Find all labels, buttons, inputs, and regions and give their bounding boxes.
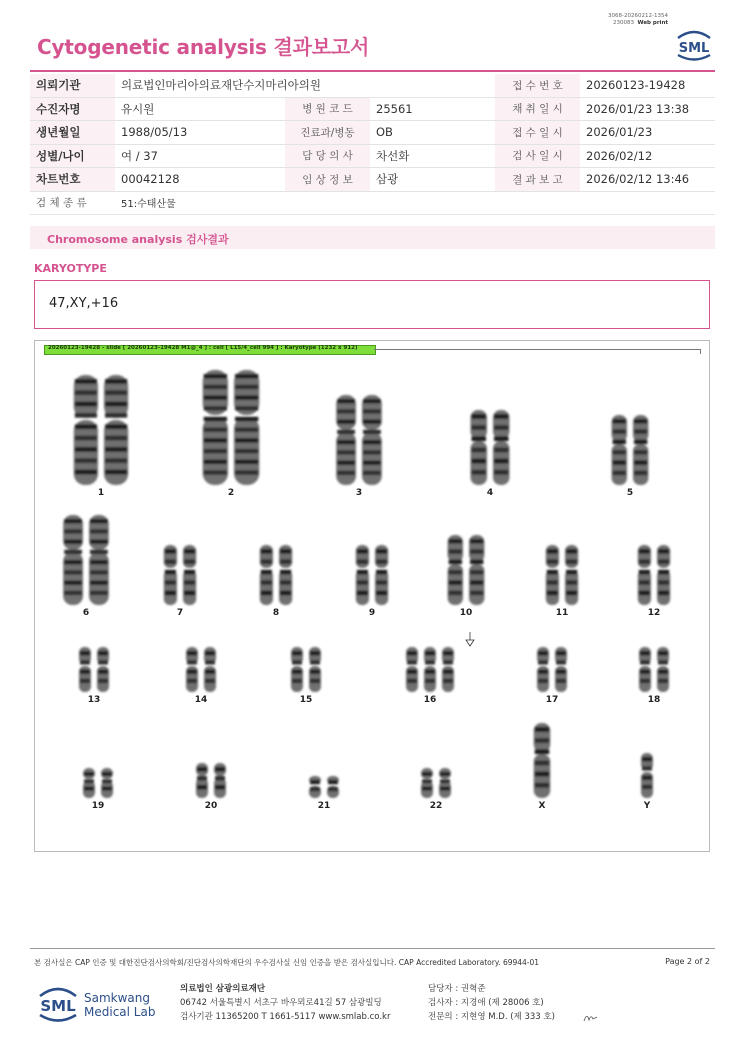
karyogram-chromosomes xyxy=(34,340,708,850)
svg-text:Medical Lab: Medical Lab xyxy=(84,1005,156,1019)
samkwang-logo-icon xyxy=(36,982,176,1026)
org-name: 의료법인 삼광의료재단 xyxy=(180,984,266,994)
chromosome-Y xyxy=(641,753,653,798)
staff-specialist: 전문의 : 지현영 M.D. (제 333 호) xyxy=(428,1012,555,1022)
chromosome-16 xyxy=(406,647,454,692)
field-value: 의료법인마리아의료재단수지마리아의원 xyxy=(115,74,495,97)
karyogram-header-text: 20260123-19428 - slide [ 20260123-19428 M1@_4 ] : cell [ L15/4_cell 994 ] : Karyotype (1232 x 912) xyxy=(48,345,358,351)
chromosome-3 xyxy=(336,395,382,485)
info-row xyxy=(30,168,715,192)
chromosome-13 xyxy=(79,647,109,692)
section-header xyxy=(30,226,715,249)
chromosome-14 xyxy=(186,647,216,692)
chromosome-20 xyxy=(196,763,226,798)
chromosome-1 xyxy=(74,375,128,485)
field-value: OB xyxy=(370,121,495,145)
info-row xyxy=(30,144,715,168)
signature-icon xyxy=(582,1010,600,1024)
chromosome-17 xyxy=(537,647,567,692)
report-code xyxy=(608,13,668,26)
chromosome-label-X: X xyxy=(538,801,546,811)
page-number: Page 2 of 2 xyxy=(665,957,710,966)
chromosome-19 xyxy=(83,768,113,798)
page-title: Cytogenetic analysis 결과보고서 xyxy=(37,35,370,59)
chromosome-22 xyxy=(421,768,451,798)
org-contact: 검사기관 11365200 T 1661-5117 www.smlab.co.kr xyxy=(180,1012,391,1022)
staff-manager: 담당자 : 권혁준 xyxy=(428,984,486,994)
field-label: 임 상 정 보 xyxy=(285,168,370,192)
field-label: 결 과 보 고 xyxy=(495,168,580,192)
field-value: 유시원 xyxy=(115,97,285,121)
chromosome-18 xyxy=(639,647,669,692)
field-label: 채 취 일 시 xyxy=(495,97,580,121)
field-label: 검 사 일 시 xyxy=(495,144,580,168)
chromosome-label-3: 3 xyxy=(355,488,363,498)
field-label: 담 당 의 사 xyxy=(285,144,370,168)
chromosome-label-12: 12 xyxy=(647,608,661,618)
chromosome-label-1: 1 xyxy=(97,488,105,498)
field-label: 성별/나이 xyxy=(30,144,115,168)
field-label: 접 수 번 호 xyxy=(495,74,580,97)
chromosome-label-15: 15 xyxy=(299,695,313,705)
chromosome-label-6: 6 xyxy=(82,608,90,618)
field-value: 2026/02/12 xyxy=(580,144,715,168)
chromosome-label-8: 8 xyxy=(272,608,280,618)
chromosome-label-11: 11 xyxy=(555,608,569,618)
chromosome-7 xyxy=(164,545,196,605)
chromosome-15 xyxy=(291,647,321,692)
field-value: 00042128 xyxy=(115,168,285,192)
field-label: 검 체 종 류 xyxy=(30,191,115,215)
staff-info xyxy=(428,982,555,1024)
field-value: 차선화 xyxy=(370,144,495,168)
footer-divider xyxy=(30,948,715,949)
chromosome-label-13: 13 xyxy=(87,695,101,705)
karyotype-value: 47,XY,+16 xyxy=(49,296,119,311)
field-label: 진료과/병동 xyxy=(285,121,370,145)
info-row xyxy=(30,191,715,215)
chromosome-label-9: 9 xyxy=(368,608,376,618)
field-value: 25561 xyxy=(370,97,495,121)
field-label: 병 원 코 드 xyxy=(285,97,370,121)
web-print-label: Web print xyxy=(637,19,668,26)
field-value: 20260123-19428 xyxy=(580,74,715,97)
field-value: 2026/02/12 13:46 xyxy=(580,168,715,192)
report-code-line1: 3068-20260212-1354 xyxy=(608,13,668,19)
chromosome-8 xyxy=(260,545,292,605)
karyotype-box xyxy=(34,280,710,329)
field-value: 2026/01/23 xyxy=(580,121,715,145)
field-label: 의뢰기관 xyxy=(30,74,115,97)
field-label: 접 수 일 시 xyxy=(495,121,580,145)
chromosome-9 xyxy=(356,545,388,605)
chromosome-21 xyxy=(309,776,339,798)
chromosome-label-18: 18 xyxy=(647,695,661,705)
chromosome-label-Y: Y xyxy=(643,801,651,811)
chromosome-label-17: 17 xyxy=(545,695,559,705)
chromosome-5 xyxy=(612,415,649,485)
org-address: 06742 서울특별시 서초구 바우뫼로41길 57 삼광빌딩 xyxy=(180,998,382,1008)
field-value: 삼광 xyxy=(370,168,495,192)
sml-logo-icon xyxy=(672,28,716,62)
chromosome-4 xyxy=(471,410,510,485)
staff-examiner: 검사자 : 지경애 (제 28006 호) xyxy=(428,998,544,1008)
field-label: 생년월일 xyxy=(30,121,115,145)
chromosome-label-10: 10 xyxy=(459,608,473,618)
chromosome-label-19: 19 xyxy=(91,801,105,811)
field-label: 수진자명 xyxy=(30,97,115,121)
karyotype-label: KARYOTYPE xyxy=(34,262,107,275)
svg-text:SML: SML xyxy=(40,997,76,1015)
svg-text:Samkwang: Samkwang xyxy=(84,991,150,1005)
field-label: 차트번호 xyxy=(30,168,115,192)
chromosome-label-4: 4 xyxy=(486,488,494,498)
chromosome-label-21: 21 xyxy=(317,801,331,811)
section-title: Chromosome analysis 검사결과 xyxy=(47,233,229,246)
info-row xyxy=(30,97,715,121)
chromosome-12 xyxy=(638,545,670,605)
chromosome-10 xyxy=(448,535,485,605)
chromosome-label-2: 2 xyxy=(227,488,235,498)
chromosome-11 xyxy=(546,545,578,605)
chromosome-X xyxy=(534,723,551,798)
chromosome-label-20: 20 xyxy=(204,801,218,811)
field-value: 51:수태산물 xyxy=(115,191,715,215)
field-value: 1988/05/13 xyxy=(115,121,285,145)
trisomy-arrow-icon xyxy=(466,632,474,646)
chromosome-label-7: 7 xyxy=(176,608,184,618)
chromosome-label-22: 22 xyxy=(429,801,443,811)
info-row xyxy=(30,121,715,145)
chromosome-label-14: 14 xyxy=(194,695,208,705)
chromosome-label-5: 5 xyxy=(626,488,634,498)
svg-text:SML: SML xyxy=(678,41,710,56)
field-value: 2026/01/23 13:38 xyxy=(580,97,715,121)
chromosome-6 xyxy=(63,515,109,605)
chromosome-2 xyxy=(203,370,260,485)
field-value: 여 / 37 xyxy=(115,144,285,168)
accreditation-note: 본 검사실은 CAP 인증 및 대한진단검사의학회/진단검사의학재단의 우수검사실 신임 인증을 받은 검사실입니다. CAP Accredited Laboratory. 69944-01 xyxy=(34,958,540,967)
info-row xyxy=(30,74,715,97)
chromosome-label-16: 16 xyxy=(423,695,437,705)
organization-info xyxy=(180,982,390,1024)
title-divider xyxy=(30,70,715,72)
patient-info-table xyxy=(30,74,715,215)
report-code-line2: 230083 xyxy=(612,19,634,26)
